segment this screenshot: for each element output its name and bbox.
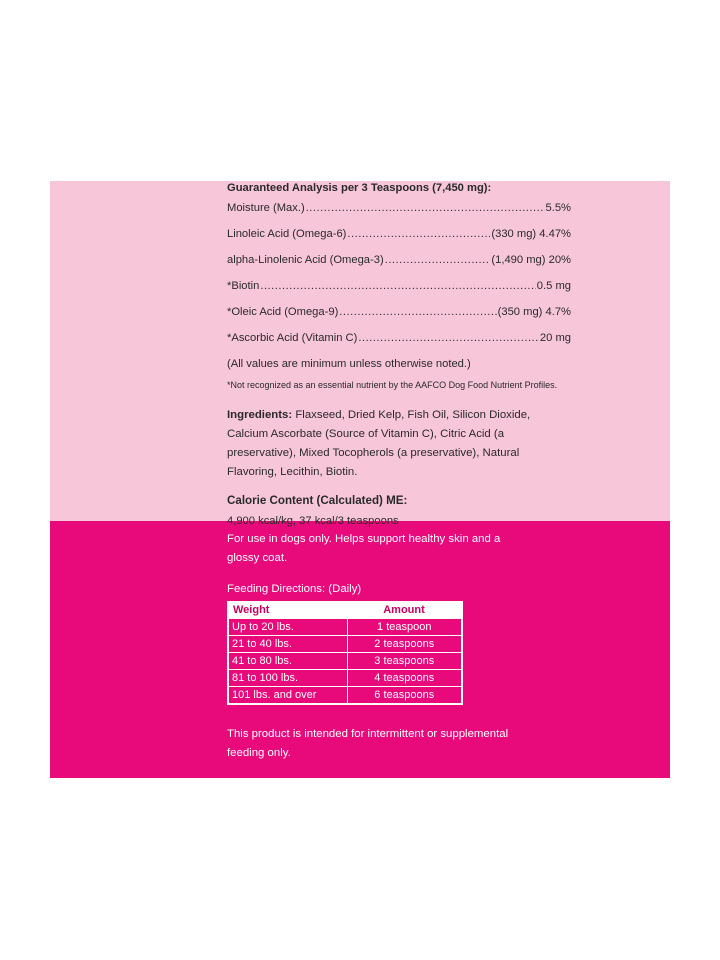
analysis-row-value: 5.5% <box>545 202 571 214</box>
usage-intro: For use in dogs only. Helps support healthy skin and a glossy coat. <box>227 533 501 564</box>
analysis-row <box>227 279 571 299</box>
analysis-row-label: Moisture (Max.) <box>227 202 305 214</box>
weight-header: Weight <box>228 602 347 619</box>
amount-cell: 4 teaspoons <box>347 670 462 687</box>
weight-cell: 101 lbs. and over <box>228 687 347 705</box>
guaranteed-analysis-block <box>227 181 571 528</box>
weight-cell: 81 to 100 lbs. <box>228 670 347 687</box>
amount-cell: 6 teaspoons <box>347 687 462 705</box>
analysis-row <box>227 331 571 351</box>
analysis-row-value: (1,490 mg) 20% <box>491 254 571 266</box>
calorie-value: 4,900 kcal/kg, 37 kcal/3 teaspoons <box>227 515 399 527</box>
product-label-panel <box>50 181 670 778</box>
leader-dots <box>339 305 496 319</box>
usage-block <box>227 530 527 763</box>
leader-dots <box>358 331 539 345</box>
leader-dots <box>385 253 491 267</box>
analysis-row <box>227 253 571 273</box>
ingredients-text: Flaxseed, Dried Kelp, Fish Oil, Silicon Dioxide, Calcium Ascorbate (Source of Vitamin C), Citric Acid (a preservative), Mixed Tocopherols (a preservative), Natural Flavoring, Lecithin, Biotin. <box>227 409 531 478</box>
analysis-row-value: (350 mg) 4.7% <box>497 306 571 318</box>
analysis-row <box>227 227 571 247</box>
feeding-table <box>227 601 463 705</box>
analysis-row-label: alpha-Linolenic Acid (Omega-3) <box>227 254 384 266</box>
analysis-note: (All values are minimum unless otherwise noted.) <box>227 358 471 370</box>
weight-cell: Up to 20 lbs. <box>228 619 347 636</box>
table-row <box>228 653 462 670</box>
table-row <box>228 636 462 653</box>
analysis-title: Guaranteed Analysis per 3 Teaspoons (7,450 mg): <box>227 182 492 194</box>
feeding-table-header <box>228 602 462 619</box>
feeding-directions-title: Feeding Directions: (Daily) <box>227 583 362 595</box>
amount-cell: 3 teaspoons <box>347 653 462 670</box>
analysis-row-label: *Biotin <box>227 280 260 292</box>
analysis-row-value: 0.5 mg <box>536 280 571 292</box>
amount-cell: 2 teaspoons <box>347 636 462 653</box>
ingredients-paragraph <box>227 406 571 482</box>
table-row <box>228 619 462 636</box>
amount-header: Amount <box>347 602 462 619</box>
calorie-title: Calorie Content (Calculated) ME: <box>227 494 408 507</box>
feeding-note: This product is intended for intermittent or supplemental feeding only. <box>227 728 509 759</box>
weight-cell: 21 to 40 lbs. <box>228 636 347 653</box>
table-row <box>228 670 462 687</box>
weight-cell: 41 to 80 lbs. <box>228 653 347 670</box>
analysis-row-label: *Ascorbic Acid (Vitamin C) <box>227 332 358 344</box>
analysis-row-label: *Oleic Acid (Omega-9) <box>227 306 339 318</box>
amount-cell: 1 teaspoon <box>347 619 462 636</box>
leader-dots <box>306 201 545 215</box>
table-row <box>228 687 462 705</box>
leader-dots <box>260 279 535 293</box>
analysis-row-label: Linoleic Acid (Omega-6) <box>227 228 347 240</box>
analysis-row <box>227 201 571 221</box>
leader-dots <box>347 227 490 241</box>
analysis-row <box>227 305 571 325</box>
analysis-row-value: 20 mg <box>539 332 571 344</box>
analysis-row-value: (330 mg) 4.47% <box>491 228 571 240</box>
ingredients-label: Ingredients: <box>227 409 293 421</box>
aafco-footnote: *Not recognized as an essential nutrient by the AAFCO Dog Food Nutrient Profiles. <box>227 380 558 390</box>
